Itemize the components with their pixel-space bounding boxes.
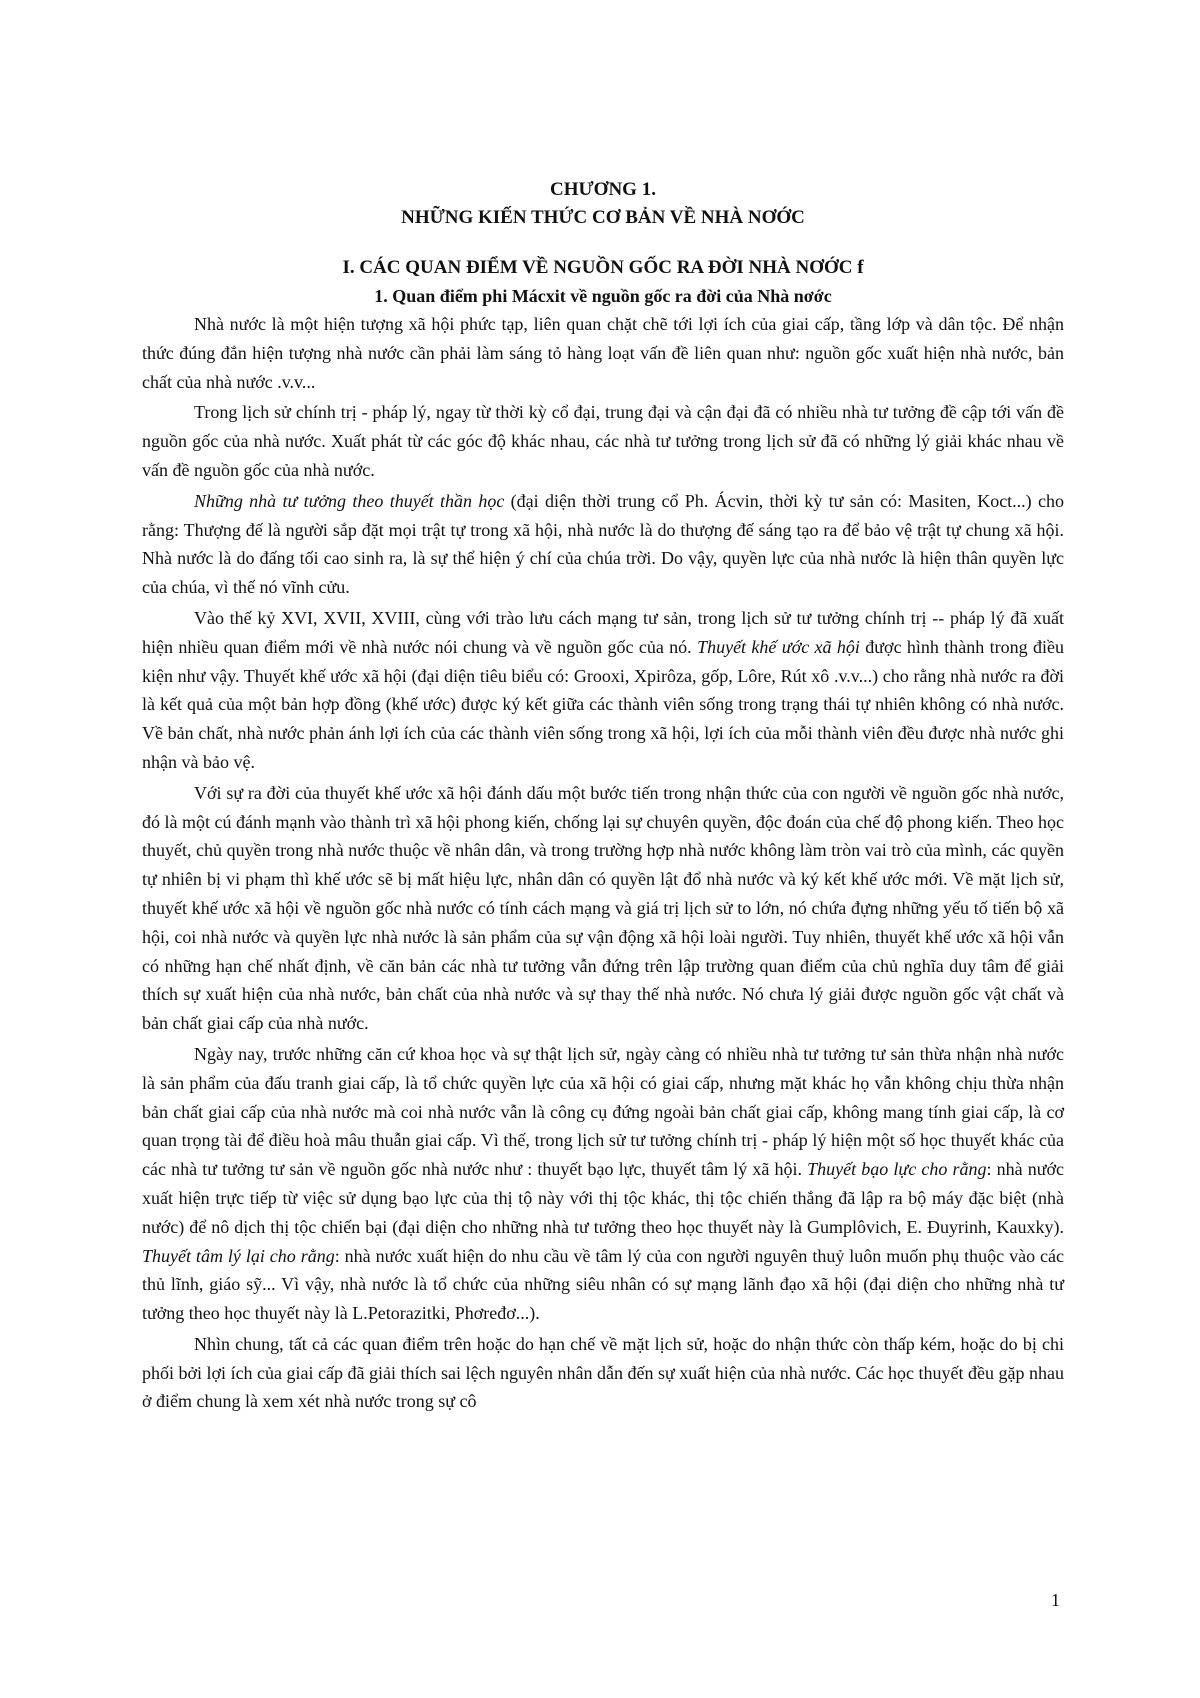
- page-content: [142, 176, 1064, 1418]
- paragraph-6-text-c: : nhà nước xuất hiện do nhu cầu về tâm lý của con người nguyên thuỷ luôn muốn phụ thuộc vào các thủ lĩnh, giáo sỹ... Vì vậy, nhà nước là tổ chức của những siêu nhân có sự mạng lãnh đạo xã hội (đại diện cho những nhà tư tưởng theo học thuyết này là L.Petorazitki, Phơređơ...).: [142, 1245, 1064, 1324]
- social-contract-term: Thuyết khế ước xã hội: [697, 636, 860, 657]
- page-number: 1: [1051, 1590, 1060, 1610]
- violence-theory-term: Thuyết bạo lực cho rằng: [807, 1159, 987, 1180]
- psychology-theory-term: Thuyết tâm lý lại cho rằng: [142, 1245, 335, 1266]
- chapter-title: NHỮNG KIẾN THỨC CƠ BẢN VỀ NHÀ NƠỚC: [401, 207, 805, 228]
- paragraph-4-text-b: được hình thành trong điều kiện như vậy. Thuyết khế ước xã hội (đại diện tiêu biểu có: Grooxi, Xpirôza, gốp, Lôre, Rút xô .v.v...) cho rằng nhà nước ra đời là kết quả của một bản hợp đồng (khế ước) được ký kết giữa các thành viên sống trong trạng thái tự nhiên không có nhà nước. Về bản chất, nhà nước phản ánh lợi ích của các thành viên sống trong xã hội, lợi ích của mỗi thành viên đều được nhà nước ghi nhận và bảo vệ.: [142, 636, 1065, 772]
- paragraph-6-text-b: : nhà nước xuất hiện trực tiếp từ việc sử dụng bạo lực của thị tộ này với thị tộc khác, thị tộc chiến thắng đã lập ra bộ máy đặc biệt (nhà nước) để nô dịch thị tộc chiến bại (đại diện cho những nhà tư tưởng theo học thuyết này là Gumplôvich, E. Đuyrinh, Kauxky).: [142, 1159, 1064, 1237]
- paragraph-4-text-a: Vào thế kỷ XVI, XVII, XVIII, cùng với trào lưu cách mạng tư sản, trong lịch sử tư tưởng chính trị -- pháp lý đã xuất hiện nhiều quan điểm mới về nhà nước nói chung và về nguồn gốc của nó.: [142, 607, 1064, 657]
- subsection-heading: 1. Quan điểm phi Mácxit về nguồn gốc ra đời của Nhà nơớc: [374, 286, 832, 306]
- theology-term: Những nhà tư tưởng theo thuyết thần học: [194, 490, 505, 511]
- paragraph-3-text: (đại diện thời trung cổ Ph. Ácvin, thời kỳ tư sản có: Masiten, Koct...) cho rằng: Thượng đế là người sắp đặt mọi trật tự trong xã hội, nhà nước là do thượng đế sáng tạo ra để bảo vệ trật tự chung xã hội. Nhà nước là do đấng tối cao sinh ra, là sự thể hiện ý chí của chúa trời. Do vậy, quyền lực của nhà nước là hiện thân quyền lực của chúa, vì thế nó vĩnh cửu.: [142, 490, 1064, 598]
- paragraph-6-text-a: Ngày nay, trước những căn cứ khoa học và sự thật lịch sử, ngày càng có nhiều nhà tư tưởng tư sản thừa nhận nhà nước là sản phẩm của đấu tranh giai cấp, là tổ chức quyền lực của xã hội có giai cấp, nhưng mặt khác họ vẫn không chịu thừa nhận bản chất giai cấp của nhà nước mà coi nhà nước vẫn là công cụ đứng ngoài bản chất giai cấp, không mang tính giai cấp, là cơ quan trọng tài để điều hoà mâu thuẫn giai cấp. Vì thế, trong lịch sử tư tưởng chính trị - pháp lý hiện một số học thuyết khác của các nhà tư tưởng tư sản về nguồn gốc nhà nước như : thuyết bạo lực, thuyết tâm lý xã hội.: [142, 1043, 1064, 1180]
- paragraph-6: [142, 1040, 1064, 1328]
- section-heading: I. CÁC QUAN ĐIỂM VỀ NGUỒN GỐC RA ĐỜI NHÀ NƠỚC f: [342, 257, 864, 278]
- paragraph-7: Nhìn chung, tất cả các quan điểm trên hoặc do hạn chế về mặt lịch sử, hoặc do nhận thức còn thấp kém, hoặc do bị chi phối bởi lợi ích của giai cấp đã giải thích sai lệch nguyên nhân dẫn đến sự xuất hiện của nhà nước. Các học thuyết đều gặp nhau ở điểm chung là xem xét nhà nước trong sự cô: [142, 1333, 1064, 1412]
- paragraph-1: Nhà nước là một hiện tượng xã hội phức tạp, liên quan chặt chẽ tới lợi ích của giai cấp, tầng lớp và dân tộc. Để nhận thức đúng đắn hiện tượng nhà nước cần phải làm sáng tỏ hàng loạt vấn đề liên quan như: nguồn gốc xuất hiện nhà nước, bản chất của nhà nước .v.v...: [142, 314, 1064, 392]
- chapter-label: CHƯƠNG 1.: [550, 179, 656, 200]
- paragraph-4: [142, 604, 1064, 777]
- paragraph-2: Trong lịch sử chính trị - pháp lý, ngay từ thời kỳ cổ đại, trung đại và cận đại đã có nhiều nhà tư tưởng đề cập tới vấn đề nguồn gốc của nhà nước. Xuất phát từ các góc độ khác nhau, các nhà tư tưởng trong lịch sử đã có những lý giải khác nhau về vấn đề nguồn gốc của nhà nước.: [142, 402, 1064, 480]
- paragraph-3: [142, 487, 1064, 602]
- paragraph-5: Với sự ra đời của thuyết khế ước xã hội đánh dấu một bước tiến trong nhận thức của con người về nguồn gốc nhà nước, đó là một cú đánh mạnh vào thành trì xã hội phong kiến, chống lại sự chuyên quyền, độc đoán của chế độ phong kiến. Theo học thuyết, chủ quyền trong nhà nước thuộc về nhân dân, và trong trường hợp nhà nước không làm tròn vai trò của mình, các quyền tự nhiên bị vi phạm thì khế ước sẽ bị mất hiệu lực, nhân dân có quyền lật đổ nhà nước và ký kết khế ước mới. Về mặt lịch sử, thuyết khế ước xã hội về nguồn gốc nhà nước có tính cách mạng và giá trị lịch sử to lớn, nó chứa đựng những yếu tố tiến bộ xã hội, coi nhà nước và quyền lực nhà nước là sản phẩm của sự vận động xã hội loài người. Tuy nhiên, thuyết khế ước xã hội vẫn có những hạn chế nhất định, về căn bản các nhà tư tưởng vẫn đứng trên lập trường quan điểm của chủ nghĩa duy tâm để giải thích sự xuất hiện của nhà nước, bản chất của nhà nước và sự thay thế nhà nước. Nó chưa lý giải được nguồn gốc vật chất và bản chất giai cấp của nhà nước.: [142, 782, 1064, 1034]
